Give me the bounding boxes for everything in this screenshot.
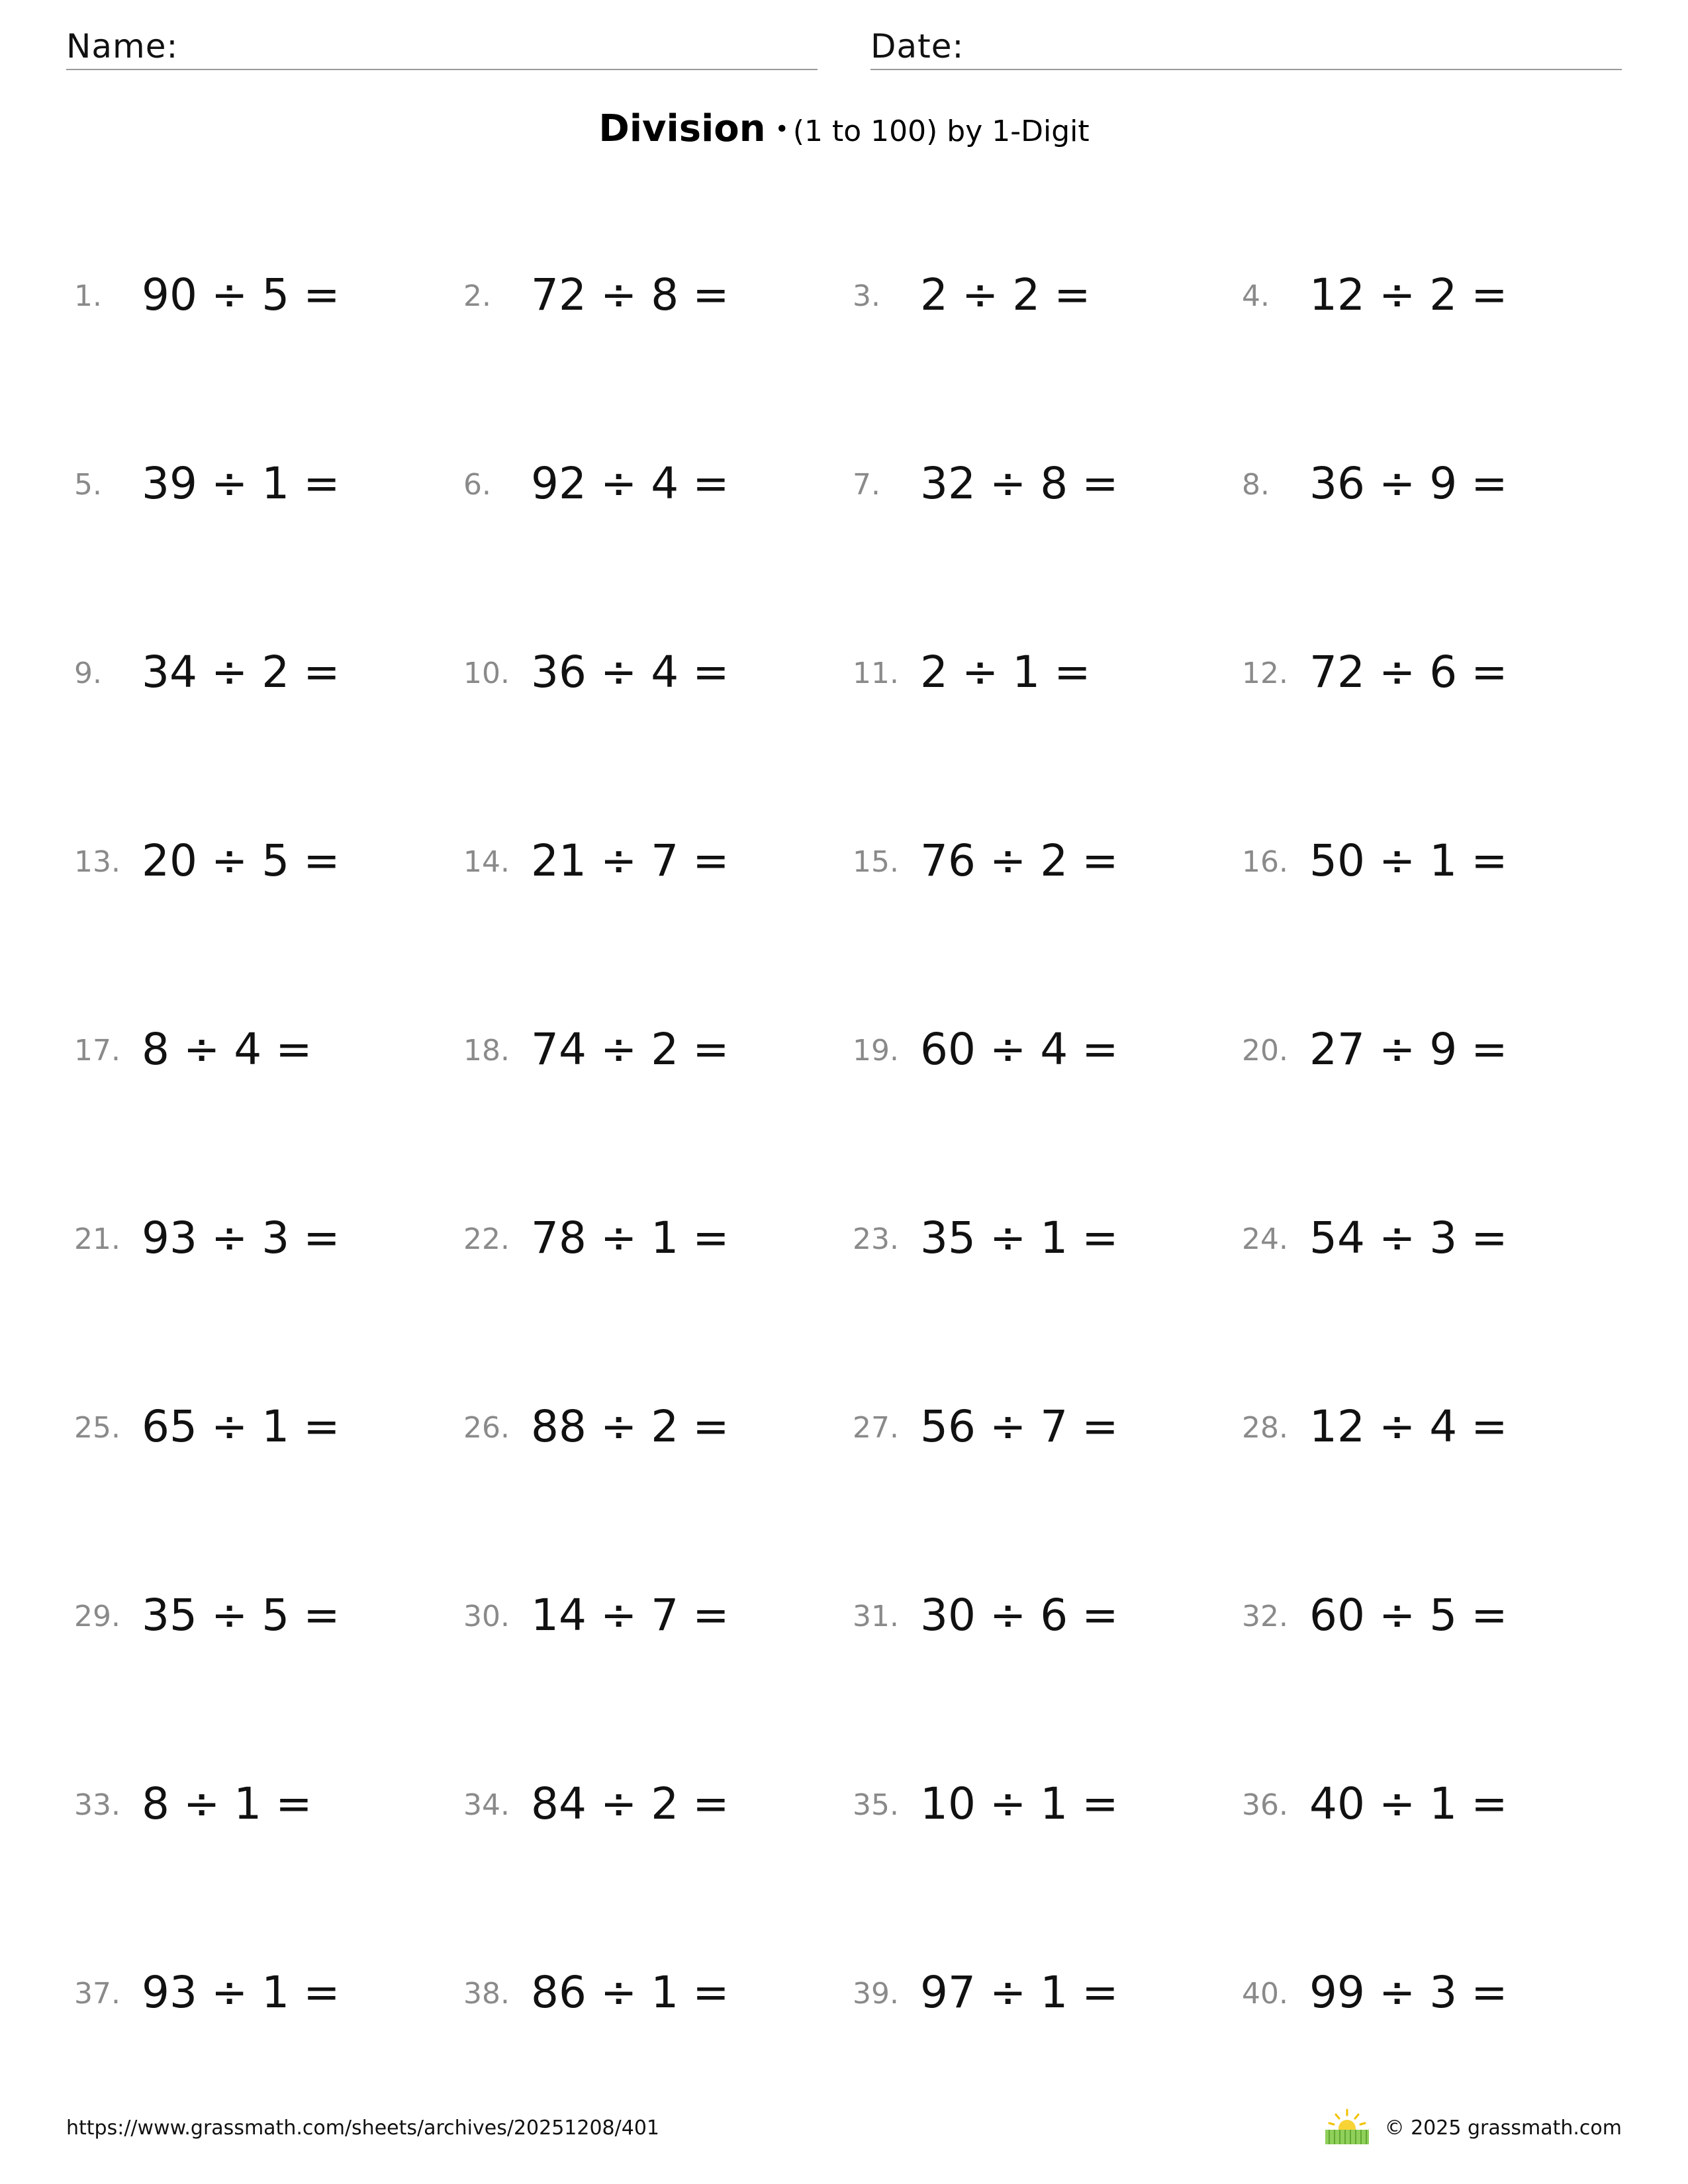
problem-number: 24.: [1242, 1222, 1288, 1256]
problem-expression: 92 ÷ 4 =: [531, 458, 729, 509]
problem-number: 9.: [74, 657, 102, 690]
problem-number: 31.: [853, 1600, 899, 1633]
footer-url: https://www.grassmath.com/sheets/archives/20251208/401: [66, 2116, 660, 2140]
problem-item: [1242, 1396, 1613, 1456]
problem-expression: 78 ÷ 1 =: [531, 1212, 729, 1263]
problem-expression: 72 ÷ 8 =: [531, 269, 729, 320]
problem-expression: 99 ÷ 3 =: [1309, 1967, 1508, 2018]
problem-expression: 36 ÷ 9 =: [1309, 458, 1508, 509]
problem-number: 17.: [74, 1034, 120, 1068]
problem-expression: 54 ÷ 3 =: [1309, 1212, 1508, 1263]
problem-item: [853, 1585, 1223, 1645]
problem-expression: 8 ÷ 4 =: [142, 1024, 312, 1075]
problem-expression: 12 ÷ 2 =: [1309, 269, 1508, 320]
problem-number: 5.: [74, 468, 102, 502]
problem-item: [74, 1962, 445, 2022]
problem-item: [74, 1396, 445, 1456]
problem-expression: 60 ÷ 5 =: [1309, 1590, 1508, 1641]
problem-expression: 30 ÷ 6 =: [920, 1590, 1119, 1641]
problem-item: [463, 642, 834, 702]
problem-item: [1242, 1019, 1613, 1079]
problem-expression: 90 ÷ 5 =: [142, 269, 340, 320]
problem-number: 2.: [463, 279, 491, 313]
problem-expression: 34 ÷ 2 =: [142, 647, 340, 698]
problem-item: [74, 831, 445, 890]
problem-number: 16.: [1242, 845, 1288, 879]
problem-number: 10.: [463, 657, 510, 690]
problem-number: 36.: [1242, 1788, 1288, 1822]
problem-number: 27.: [853, 1411, 899, 1445]
problem-expression: 21 ÷ 7 =: [531, 835, 729, 886]
problem-item: [74, 453, 445, 513]
problem-number: 14.: [463, 845, 510, 879]
problem-item: [1242, 265, 1613, 324]
problem-item: [463, 453, 834, 513]
problem-item: [1242, 1962, 1613, 2022]
problem-number: 34.: [463, 1788, 510, 1822]
problem-item: [1242, 1208, 1613, 1267]
problem-item: [74, 265, 445, 324]
problem-number: 37.: [74, 1977, 120, 2011]
problem-item: [853, 1019, 1223, 1079]
problem-number: 6.: [463, 468, 491, 502]
problem-item: [463, 831, 834, 890]
problem-item: [1242, 831, 1613, 890]
problem-item: [74, 642, 445, 702]
problem-expression: 50 ÷ 1 =: [1309, 835, 1508, 886]
problem-number: 15.: [853, 845, 899, 879]
problem-item: [853, 1208, 1223, 1267]
problem-item: [1242, 1585, 1613, 1645]
problem-number: 1.: [74, 279, 102, 313]
problem-number: 40.: [1242, 1977, 1288, 2011]
problem-expression: 35 ÷ 5 =: [142, 1590, 340, 1641]
problem-number: 19.: [853, 1034, 899, 1068]
problem-expression: 32 ÷ 8 =: [920, 458, 1119, 509]
name-field[interactable]: [66, 24, 818, 70]
problem-number: 12.: [1242, 657, 1288, 690]
problem-item: [74, 1585, 445, 1645]
problem-number: 33.: [74, 1788, 120, 1822]
problem-item: [853, 642, 1223, 702]
problem-expression: 8 ÷ 1 =: [142, 1778, 312, 1829]
problem-number: 11.: [853, 657, 899, 690]
grass-sun-logo-icon: [1324, 2109, 1370, 2146]
problem-expression: 93 ÷ 1 =: [142, 1967, 340, 2018]
problem-item: [463, 1019, 834, 1079]
problem-item: [1242, 642, 1613, 702]
problem-expression: 72 ÷ 6 =: [1309, 647, 1508, 698]
worksheet-title: [0, 106, 1688, 155]
problem-item: [463, 1208, 834, 1267]
problem-item: [1242, 453, 1613, 513]
problem-item: [1242, 1774, 1613, 1833]
problem-expression: 10 ÷ 1 =: [920, 1778, 1119, 1829]
footer-copyright: © 2025 grassmath.com: [1384, 2116, 1622, 2140]
name-label: Name:: [66, 27, 179, 66]
problem-expression: 35 ÷ 1 =: [920, 1212, 1119, 1263]
problem-expression: 2 ÷ 1 =: [920, 647, 1091, 698]
problem-expression: 84 ÷ 2 =: [531, 1778, 729, 1829]
problem-item: [853, 1396, 1223, 1456]
problem-expression: 36 ÷ 4 =: [531, 647, 729, 698]
title-main: Division: [598, 107, 766, 150]
date-label: Date:: [870, 27, 964, 66]
problem-expression: 60 ÷ 4 =: [920, 1024, 1119, 1075]
title-bullet: •: [774, 116, 789, 143]
problem-number: 32.: [1242, 1600, 1288, 1633]
problem-number: 21.: [74, 1222, 120, 1256]
problem-number: 8.: [1242, 468, 1270, 502]
problem-expression: 74 ÷ 2 =: [531, 1024, 729, 1075]
problem-item: [74, 1774, 445, 1833]
problem-number: 7.: [853, 468, 880, 502]
problem-item: [463, 1774, 834, 1833]
problem-expression: 14 ÷ 7 =: [531, 1590, 729, 1641]
problem-number: 13.: [74, 845, 120, 879]
problem-number: 30.: [463, 1600, 510, 1633]
problem-number: 18.: [463, 1034, 510, 1068]
problem-expression: 65 ÷ 1 =: [142, 1401, 340, 1452]
problem-number: 35.: [853, 1788, 899, 1822]
problem-expression: 2 ÷ 2 =: [920, 269, 1091, 320]
problem-expression: 40 ÷ 1 =: [1309, 1778, 1508, 1829]
problem-expression: 12 ÷ 4 =: [1309, 1401, 1508, 1452]
problem-number: 29.: [74, 1600, 120, 1633]
problem-number: 26.: [463, 1411, 510, 1445]
problem-item: [463, 1962, 834, 2022]
problem-item: [853, 1774, 1223, 1833]
problem-expression: 56 ÷ 7 =: [920, 1401, 1119, 1452]
problem-item: [853, 831, 1223, 890]
problem-number: 23.: [853, 1222, 899, 1256]
problem-expression: 39 ÷ 1 =: [142, 458, 340, 509]
problem-item: [463, 265, 834, 324]
problem-expression: 76 ÷ 2 =: [920, 835, 1119, 886]
problem-item: [74, 1019, 445, 1079]
problem-number: 25.: [74, 1411, 120, 1445]
problem-number: 22.: [463, 1222, 510, 1256]
problem-expression: 93 ÷ 3 =: [142, 1212, 340, 1263]
problem-item: [853, 265, 1223, 324]
problem-item: [463, 1396, 834, 1456]
date-field[interactable]: [870, 24, 1622, 70]
title-subtitle: (1 to 100) by 1-Digit: [792, 114, 1090, 148]
problem-number: 3.: [853, 279, 880, 313]
problem-expression: 20 ÷ 5 =: [142, 835, 340, 886]
problem-number: 38.: [463, 1977, 510, 2011]
problem-item: [853, 1962, 1223, 2022]
problem-number: 20.: [1242, 1034, 1288, 1068]
problem-item: [853, 453, 1223, 513]
problem-expression: 88 ÷ 2 =: [531, 1401, 729, 1452]
problem-number: 39.: [853, 1977, 899, 2011]
problem-number: 28.: [1242, 1411, 1288, 1445]
problem-expression: 97 ÷ 1 =: [920, 1967, 1119, 2018]
problem-expression: 86 ÷ 1 =: [531, 1967, 729, 2018]
problem-item: [463, 1585, 834, 1645]
problem-number: 4.: [1242, 279, 1270, 313]
problem-item: [74, 1208, 445, 1267]
problem-expression: 27 ÷ 9 =: [1309, 1024, 1508, 1075]
